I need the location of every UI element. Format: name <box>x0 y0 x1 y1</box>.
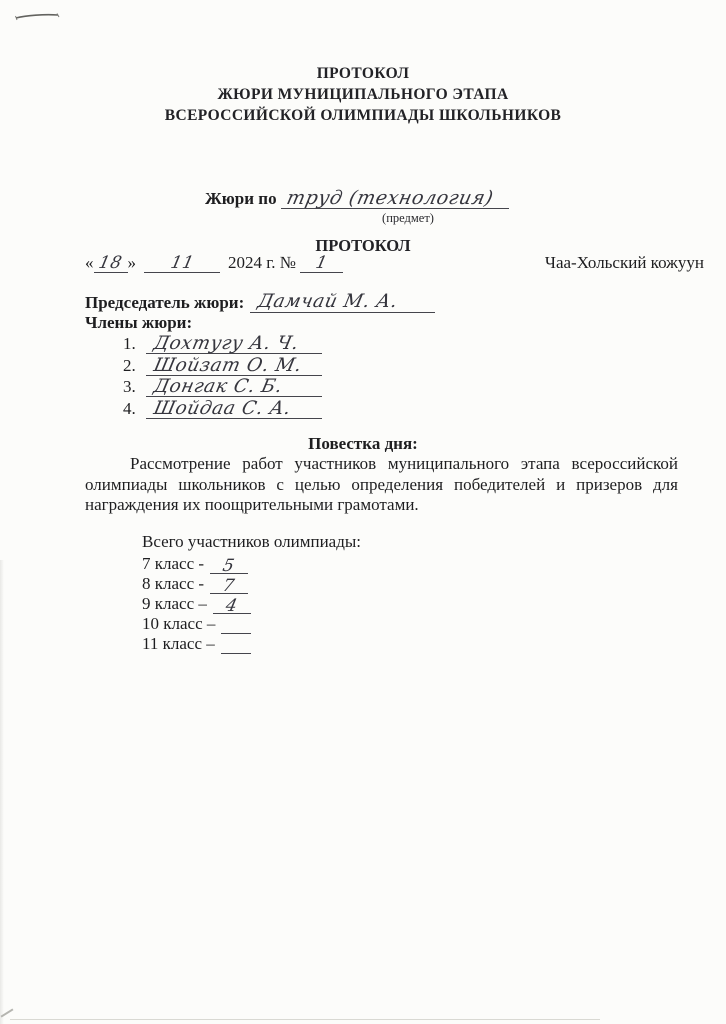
member-row <box>123 332 322 354</box>
jury-subject-handwritten: труд (технология) <box>284 187 496 209</box>
scan-bottom-edge <box>10 1019 600 1020</box>
count-handwritten: 4 <box>224 596 240 616</box>
date-row <box>85 252 704 273</box>
class-label: 8 класс - <box>142 574 205 593</box>
member-row <box>123 354 322 376</box>
participants-row <box>142 614 361 634</box>
protocol-number-underline <box>300 252 343 273</box>
member-name-handwritten: Шойдаа С. А. <box>151 397 294 419</box>
jury-subject-underline <box>281 186 509 209</box>
protocol-title: ПРОТОКОЛ <box>315 236 411 255</box>
members-list <box>123 332 322 418</box>
class-label: 7 класс - <box>142 554 205 573</box>
date-left-group <box>85 252 343 273</box>
year-label: 2024 г. № <box>228 253 297 272</box>
participants-row <box>142 554 361 574</box>
member-row <box>123 397 322 419</box>
jury-label: Жюри по <box>205 189 277 208</box>
member-name-handwritten: Дохтугу А. Ч. <box>151 333 301 354</box>
chairman-label: Председатель жюри: <box>85 293 245 312</box>
count-underline <box>221 615 251 634</box>
member-number: 4. <box>123 398 136 418</box>
class-label: 11 класс – <box>142 634 215 653</box>
jury-subject-row <box>205 186 509 209</box>
quote-close: » <box>127 253 136 272</box>
month-handwritten: 11 <box>168 253 196 273</box>
month-underline <box>144 252 220 273</box>
protocol-number-handwritten: 1 <box>313 253 330 273</box>
member-number: 3. <box>123 377 136 396</box>
member-name-underline <box>146 375 322 397</box>
count-handwritten: 5 <box>221 556 237 576</box>
count-handwritten: 7 <box>221 576 237 596</box>
count-underline <box>221 635 251 654</box>
member-number: 1. <box>123 334 136 353</box>
jury-subject-caption: (предмет) <box>382 211 434 225</box>
participants-title: Всего участников олимпиады: <box>142 532 362 551</box>
header-line-3: ВСЕРОССИЙСКОЙ ОЛИМПИАДЫ ШКОЛЬНИКОВ <box>164 107 562 124</box>
participants-block <box>142 532 361 654</box>
member-name-handwritten: Донгак С. Б. <box>151 376 285 397</box>
header-line-1: ПРОТОКОЛ <box>316 65 410 82</box>
class-label: 10 класс – <box>142 614 216 633</box>
count-underline <box>213 595 251 614</box>
count-underline <box>210 575 248 594</box>
chairman-name-handwritten: Дамчай М. А. <box>256 291 401 312</box>
quote-open: « <box>85 253 94 272</box>
member-name-underline <box>146 397 322 419</box>
document-header <box>0 63 726 126</box>
chairman-name-underline <box>250 290 435 313</box>
header-line-2: ЖЮРИ МУНИЦИПАЛЬНОГО ЭТАПА <box>217 86 509 103</box>
participants-row <box>142 634 361 654</box>
member-row <box>123 375 322 397</box>
scan-edge-shadow <box>0 560 4 1024</box>
member-name-underline <box>146 332 322 354</box>
day-handwritten: 18 <box>96 253 125 273</box>
agenda-text: Рассмотрение работ участников муниципального этапа всероссийской олимпиады школьников с целью определения победителей и призеров для награждения их поощрительными грамотами. <box>85 454 678 514</box>
class-label: 9 класс – <box>142 594 207 613</box>
member-number: 2. <box>123 355 136 375</box>
chairman-row <box>85 290 435 313</box>
agenda-title: Повестка дня: <box>308 434 418 453</box>
members-label: Члены жюри: <box>85 313 193 332</box>
pen-mark-icon <box>14 9 62 23</box>
participants-row <box>142 594 361 614</box>
count-underline <box>210 555 248 574</box>
region-name: Чаа-Хольский кожуун <box>544 253 704 272</box>
member-name-handwritten: Шойзат О. М. <box>151 354 304 376</box>
member-name-underline <box>146 354 322 376</box>
day-underline <box>94 252 128 273</box>
participants-row <box>142 574 361 594</box>
